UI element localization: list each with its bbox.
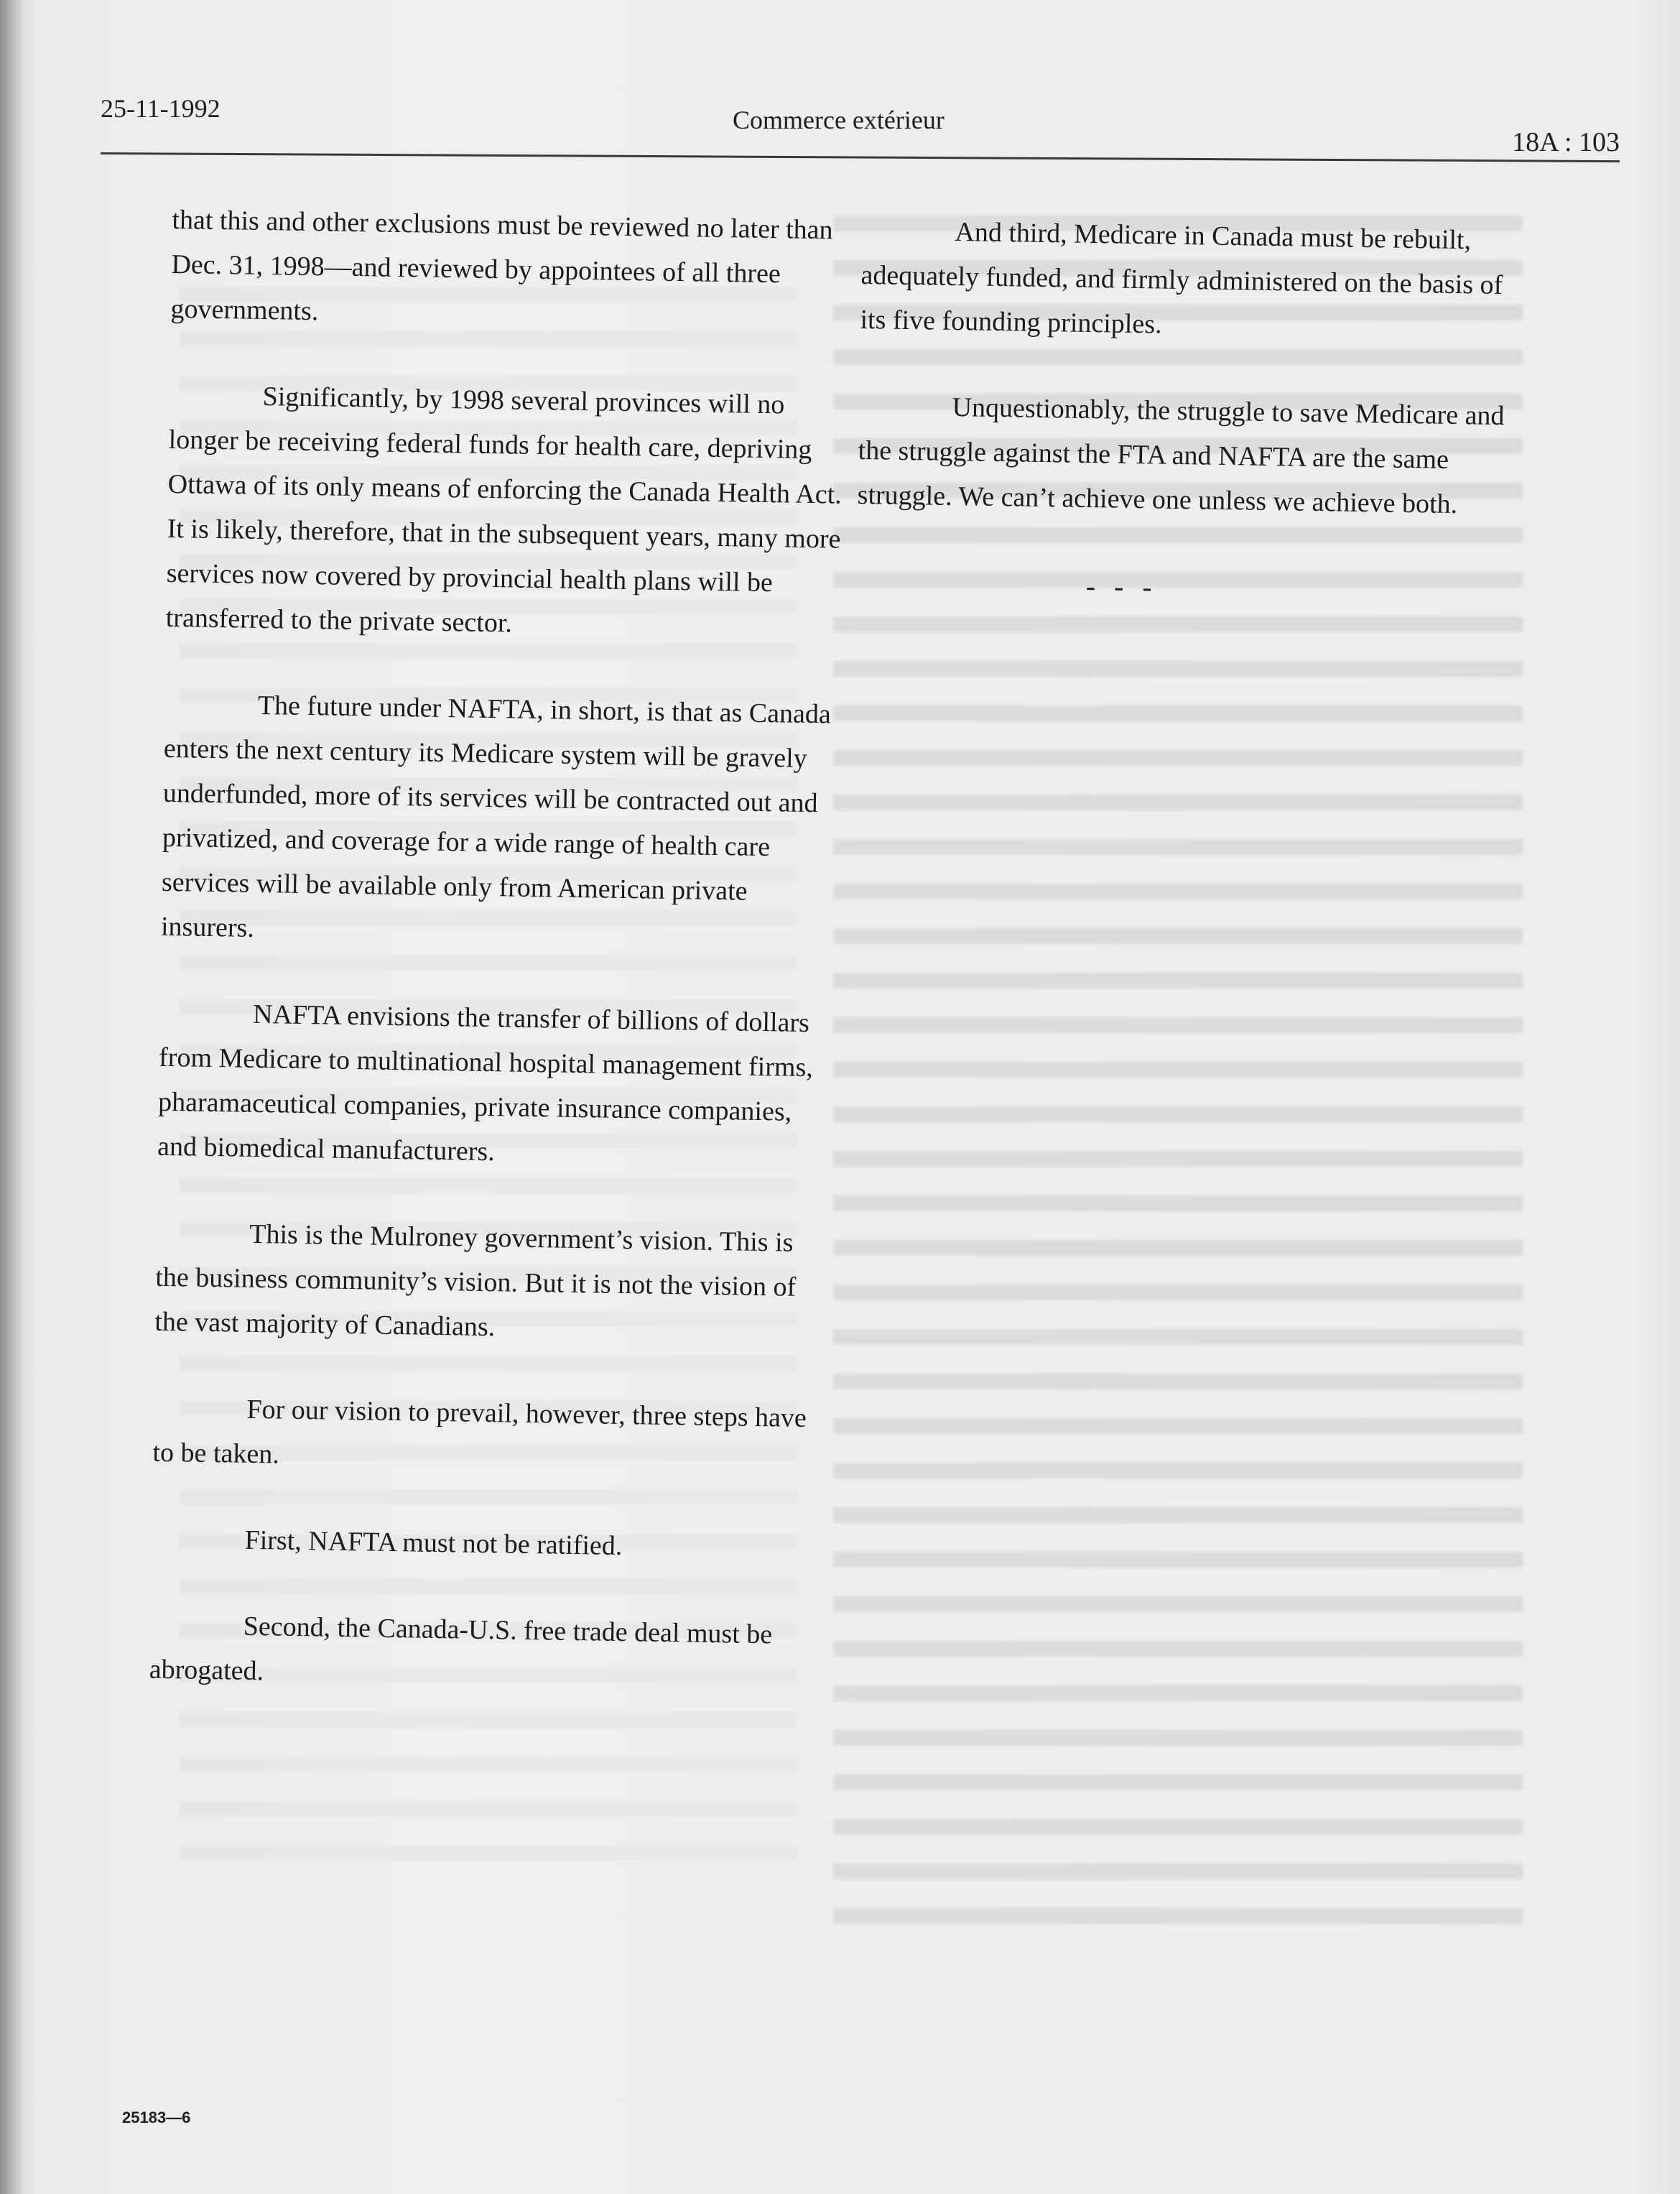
paragraph: that this and other exclusions must be reviewed no later than Dec. 31, 1998—and reviewed by appointees of all three governments. bbox=[170, 204, 833, 327]
paragraph: This is the Mulroney government’s vision. This is the business community’s vision. But it is not the vision of the vast majority of Canadians. bbox=[154, 1218, 797, 1343]
left-column bbox=[148, 198, 847, 1744]
paragraph: The future under NAFTA, in short, is that as Canada enters the next century its Medicare system will be gravely underfunded, more of its services will be contracted out and privatized, and coverage for a wide range of health care services will be available only from American private insurers. bbox=[160, 690, 832, 943]
header-page-number: 18A : 103 bbox=[1512, 127, 1620, 157]
section-separator: - - - bbox=[1085, 569, 1159, 603]
paragraph: For our vision to prevail, however, three steps have to be taken. bbox=[152, 1394, 807, 1470]
running-header bbox=[101, 93, 1620, 158]
header-title: Commerce extérieur bbox=[733, 106, 945, 134]
footer-code: 25183—6 bbox=[122, 2109, 191, 2126]
header-date: 25-11-1992 bbox=[101, 94, 221, 123]
paragraph: First, NAFTA must not be ratified. bbox=[244, 1524, 623, 1562]
paragraph: NAFTA envisions the transfer of billions of dollars from Medicare to multinational hospital management firms, pharamaceutical companies, private insurance companies, and biomedical manufacturers. bbox=[157, 999, 814, 1167]
paragraph: And third, Medicare in Canada must be rebuilt, adequately funded, and firmly administered on the basis of its five founding principles. bbox=[860, 217, 1503, 340]
right-column bbox=[855, 208, 1508, 615]
paragraph: Unquestionably, the struggle to save Medicare and the struggle against the FTA and NAFTA are the same struggle. We can’t achieve one unless we achieve both. bbox=[857, 392, 1505, 520]
binding-shadow bbox=[0, 0, 24, 2194]
paragraph: Second, the Canada-U.S. free trade deal must be abrogated. bbox=[149, 1611, 773, 1687]
paragraph: Significantly, by 1998 several provinces will no longer be receiving federal funds for health care, depriving Ottawa of its only means of enforcing the Canada Health Act. It is likely, therefore, that in the subsequent years, many more services now covered by provincial health plans will be transferred to the private sector. bbox=[165, 381, 843, 639]
